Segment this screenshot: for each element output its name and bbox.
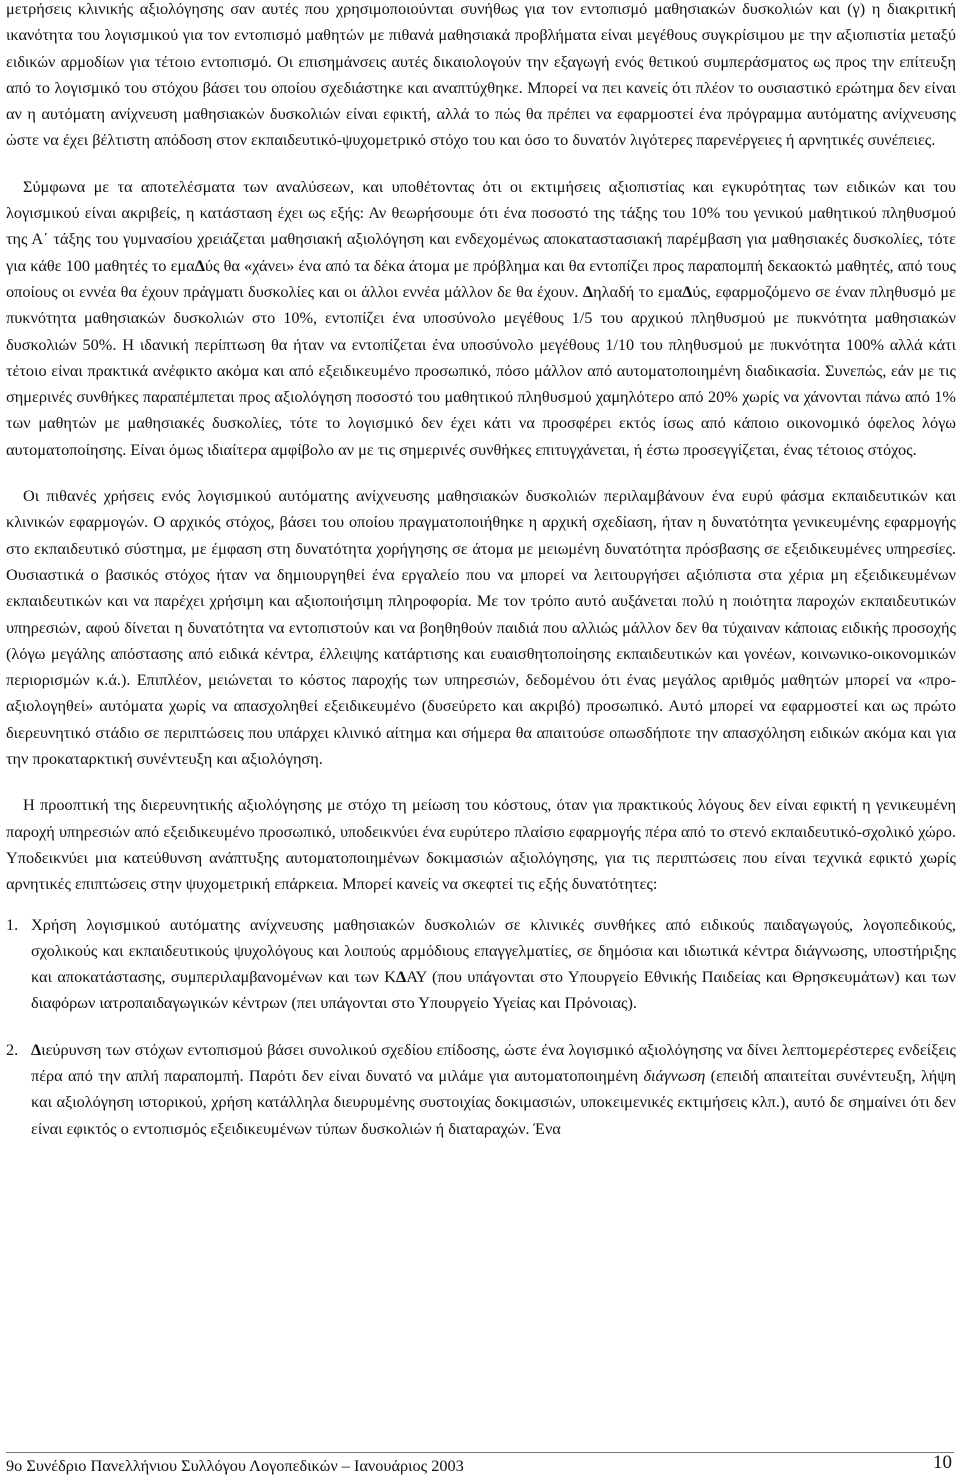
list-item-text-c: ΑΥ (που υπάγονται στο Υπουργείο Εθνικής Παιδείας και Θρησκευμάτων) και των διαφόρων ιατροπαιδαγωγικών κέντρων (πει υπάγονται στο Υπουργείο Υγείας και Πρόνοιας). bbox=[31, 967, 956, 1013]
paragraph-1 bbox=[6, 0, 956, 154]
paragraph-gap bbox=[6, 898, 956, 912]
list-item-text-b: ιεύρυνση των στόχων εντοπισμού βάσει συνολικού σχεδίου επίδοσης, ώστε ένα λογισμικό αξιολόγησης να δίνει λεπτομερέστερες ενδείξεις πέρα από την απλή παραπομπή. Παρότι δεν είναι δυνατό να μιλάμε για αυτοματοποιημένη bbox=[31, 1039, 956, 1085]
document-page bbox=[6, 0, 956, 1142]
delta-letter: Δ bbox=[582, 281, 594, 301]
list-item-italic-term: διάγνωση bbox=[643, 1065, 706, 1085]
paragraph-4-text: Η προοπτική της διερευνητικής αξιολόγησης με στόχο τη μείωση του κόστους, όταν για πρακτικούς λόγους δεν είναι εφικτή η γενικευμένη παροχή υπηρεσιών από εξειδικευμένο προσωπικό, υποδεικνύει ένα ευρύτερο πλαίσιο εφαρμογής πέρα από το στενό εκπαιδευτικό-σχολικό χώρο. Υποδεικνύει μια κατεύθυνση ανάπτυξης αυτοματοποιημένων δοκιμασιών αξιολόγησης, για τις περιπτώσεις που είναι τεχνικά εφικτό χωρίς αρνητικές επιπτώσεις στην ψυχομετρική επάρκεια. Μπορεί κανείς να σκεφτεί τις εξής δυνατότητες: bbox=[6, 795, 956, 894]
list-item-text-a: Χρήση λογισμικού αυτόματης ανίχνευσης μαθησιακών δυσκολιών σε κλινικές συνθήκες από ειδικούς παιδαγωγούς, λογοπεδικούς, σχολικούς και εκπαιδευτικούς ψυχολόγους και λοιπούς αρμόδιους επαγγελματίες, σε δημόσια και ιδιωτικά κέντρα διάγνωσης, υποστήριξης και αποκατάστασης, συμπεριλαμβανομένων και των Κ bbox=[31, 914, 956, 987]
list-gap bbox=[6, 1017, 956, 1037]
list-item-text-d: (επειδή απαιτείται συνέντευξη, λήψη και αξιολόγηση ιστορικού, χρήση κατάλληλα διευρυμένης συστοιχίας δοκιμασιών, υποκειμενικές εκτιμήσεις κλπ.), αυτό δε σημαίνει ότι δεν είναι εφικτός ο εντοπισμός εξειδικευμένων τύπων δυσκολιών ή διαταραχών. Ένα bbox=[31, 1065, 956, 1138]
delta-letter: Δ bbox=[31, 1039, 42, 1059]
paragraph-gap bbox=[6, 154, 956, 174]
delta-letter: Δ bbox=[194, 255, 205, 275]
footer-conference-title: 9ο Συνέδριο Πανελλήνιου Συλλόγου Λογοπεδικών – Ιανουάριος 2003 bbox=[6, 1456, 464, 1475]
list-item bbox=[6, 1037, 956, 1142]
paragraph-2-text-g: ύς, εφαρμοζόμενο σε έναν πληθυσμό με πυκνότητα μαθησιακών δυσκολιών στο 10%, εντοπίζει ένα υποσύνολο μεγέθους 1/5 του αρχικού πληθυσμού με πυκνότητα μαθησιακών δυσκολιών 50%. Η ιδανική περίπτωση θα ήταν να εντοπίζεται ένα υποσύνολο μεγέθους 1/10 του πληθυσμού με πυκνότητα 100% αλλά κάτι τέτοιο είναι πρακτικά ανέφικτο ακόμα και από εξειδικευμένο προσωπικό, πόσο μάλλον από αυτοματοποιημένη διαδικασία. Συνεπώς, εάν με τις σημερινές συνθήκες παραπέμπεται προς αξιολόγηση ποσοστό του μαθητικού πληθυσμού χαμηλότερο από 20% χωρίς να χάνονται πάνω από 1% των μαθητών με μαθησιακές δυσκολίες, τότε το λογισμικό δεν έχει κάτι να προσφέρει εκτός ίσως από κάποιο οικονομικό όφελος λόγω αυτοματοποίησης. Είναι όμως ιδιαίτερα αμφίβολο αν με τις σημερινές συνθήκες επιτυγχάνεται, ή έστω προσεγγίζεται, ένας τέτοιος στόχος. bbox=[6, 281, 956, 459]
paragraph-3 bbox=[6, 483, 956, 772]
paragraph-2-text-e: ηλαδή το εμα bbox=[593, 281, 683, 301]
delta-letter: Δ bbox=[396, 967, 407, 987]
footer-rule bbox=[6, 1452, 954, 1453]
page-number: 10 bbox=[933, 1452, 952, 1473]
paragraph-1-text: μετρήσεις κλινικής αξιολόγησης σαν αυτές που χρησιμοποιούνται συνήθως για τον εντοπισμό μαθησιακών δυσκολιών και (γ) η διακριτική ικανότητα του λογισμικού για τον εντοπισμό μαθητών με πιθανά μαθησιακά προβλήματα είναι μεγέθους συγκρίσιμου με την αξιοπιστία μεταξύ ειδικών αρμοδίων για τέτοιο εντοπισμό. Οι επισημάνσεις αυτές δικαιολογούν την εξαγωγή ενός θετικού συμπεράσματος ως προς την επίτευξη από το λογισμικό του στόχου βάσει του οποίου σχεδιάστηκε και αναπτύχθηκε. Μπορεί να πει κανείς ότι πλέον το ουσιαστικό ερώτημα δεν είναι αν η αυτόματη ανίχνευση μαθησιακών δυσκολιών είναι εφικτή, αλλά το πώς θα πρέπει να εφαρμοστεί ένα πρόγραμμα αυτόματης ανίχνευσης ώστε να έχει βέλτιστη απόδοση στον εκπαιδευτικό-ψυχομετρικό στόχο του και όσο το δυνατόν λιγότερες παρενέργειες ή αρνητικές συνέπειες. bbox=[6, 0, 956, 150]
paragraph-gap bbox=[6, 463, 956, 483]
paragraph-2 bbox=[6, 174, 956, 463]
paragraph-3-text: Οι πιθανές χρήσεις ενός λογισμικού αυτόματης ανίχνευσης μαθησιακών δυσκολιών περιλαμβάνουν ένα ευρύ φάσμα εκπαιδευτικών και κλινικών εφαρμογών. Ο αρχικός στόχος, βάσει του οποίου πραγματοποιήθηκε η αρχική σχεδίαση, ήταν η δυνατότητα γενικευμένης εφαρμογής στο εκπαιδευτικό σύστημα, με έμφαση στη δυνατότητα χορήγησης σε άτομα με μειωμένη δυνατότητα πρόσβασης σε εξειδικευμένες υπηρεσίες. Ουσιαστικά ο βασικός στόχος ήταν να δημιουργηθεί ένα εργαλείο που να μπορεί να λειτουργήσει αξιόπιστα στα χέρια μη εξειδικευμένων εκπαιδευτικών και να παρέχει χρήσιμη και αξιοποιήσιμη πληροφορία. Με τον τρόπο αυτό αυξάνεται πολύ η ποιότητα παροχών εκπαιδευτικών υπηρεσιών, αφού δίνεται η δυνατότητα να εντοπιστούν και να βοηθηθούν παιδιά που αλλιώς μάλλον δεν θα τύχαιναν κάποιας ειδικής προσοχής (λόγω μεγάλης απόστασης από ειδικά κέντρα, έλλειψης κατάρτισης και ευαισθητοποίησης εκπαιδευτικών και γονέων, κοινωνικο-οικονομικών περιορισμών κ.ά.). Επιπλέον, μειώνεται το κόστος παροχής των υπηρεσιών, δεδομένου ότι ένας μεγάλος αριθμός μαθητών μπορεί να «προ-αξιολογηθεί» αυτόματα χωρίς να απασχοληθεί εξειδικευμένο (δυσεύρετο και ακριβό) προσωπικό. Αυτό μπορεί να εφαρμοστεί και ως πρώτο διερευνητικό στάδιο σε περιπτώσεις που υπάρχει κλινικό αίτημα και σήμερα θα απαιτούσε οπωσδήποτε την απασχόληση ειδικών ακόμα και για την προκαταρκτική συνέντευξη και αξιολόγηση. bbox=[6, 486, 956, 769]
list-item-number: 1. bbox=[6, 914, 19, 934]
paragraph-2-text-a: Σύμφωνα με τα αποτελέσματα των αναλύσεων, και υποθέτοντας ότι οι εκτιμήσεις αξιοπιστίας και εγκυρότητας των ειδικών και του λογισμικού είναι ακριβείς, η κατάσταση έχει ως εξής: Αν θεωρήσουμε ότι ένα ποσοστό της τάξης του 10% του γενικού μαθητικού πληθυσμού της Α΄ τάξης του γυμνασίου χρειάζεται μαθησιακή αξιολόγηση και ενδεχομένως αποκαταστασιακή παρέμβαση για μαθησιακές δυσκολίες, τότε για κάθε 100 μαθητές το εμα bbox=[6, 176, 956, 275]
numbered-list bbox=[6, 912, 956, 1142]
page-footer bbox=[6, 1452, 954, 1480]
list-item-number: 2. bbox=[6, 1039, 19, 1059]
list-item bbox=[6, 912, 956, 1017]
paragraph-gap bbox=[6, 772, 956, 792]
delta-letter: Δ bbox=[682, 281, 693, 301]
paragraph-4 bbox=[6, 792, 956, 897]
paragraph-2-text-c: ύς θα «χάνει» ένα από τα δέκα άτομα με πρόβλημα και θα εντοπίζει προς παραπομπή δεκαοκτώ μαθητές, από τους οποίους οι εννέα θα έχουν πράγματι δυσκολίες και οι άλλοι εννέα μάλλον δε θα έχουν. bbox=[6, 255, 956, 301]
